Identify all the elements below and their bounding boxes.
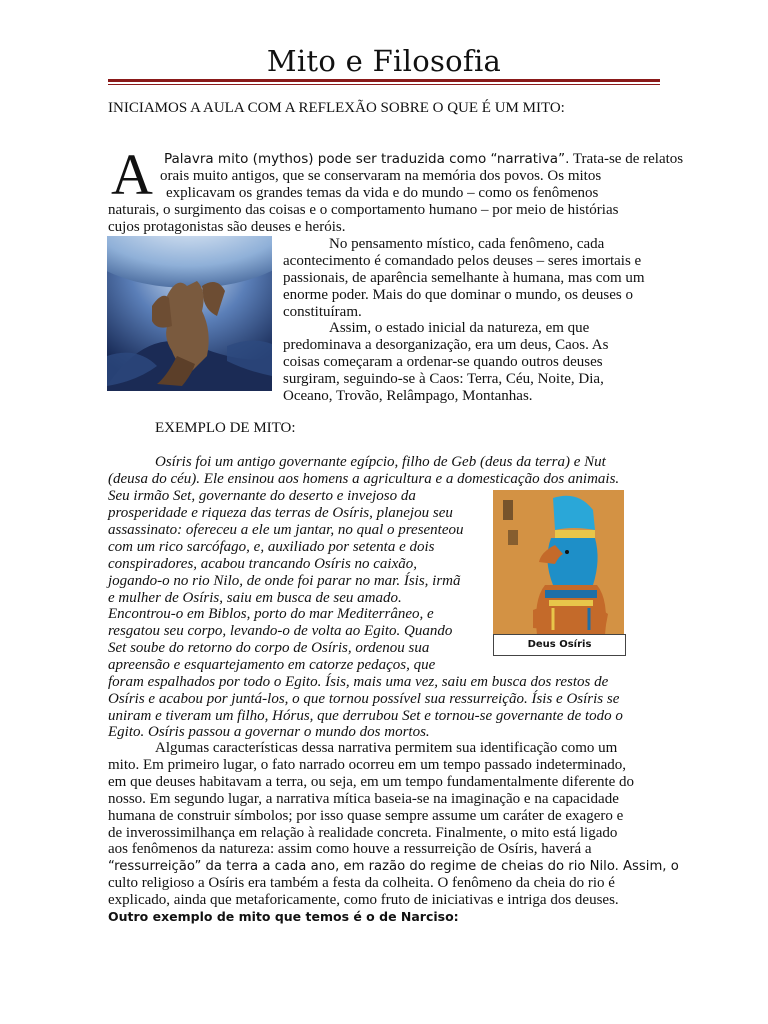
myth-line16: uniram e tiveram um filho, Hórus, que derrubou Set e tornou-se governante de todo o: [108, 708, 623, 724]
myth-line11: resgatou seu corpo, levando-o de volta ao Egito. Quando: [108, 623, 453, 639]
para2-line5: constituíram.: [283, 304, 362, 320]
osiris-illustration: [493, 490, 624, 635]
myth-line12: Set soube do retorno do corpo de Osíris, ordenou sua: [108, 640, 430, 656]
myth-line9: e mulher de Osíris, saiu em busca de seu amado.: [108, 590, 402, 606]
analysis-line4: nosso. Em segundo lugar, a narrativa mítica baseia-se na imaginação e na capacidade: [108, 791, 619, 807]
para2-line2: acontecimento é comandado pelos deuses – seres imortais e: [283, 253, 642, 269]
title-rule-thin: [108, 84, 660, 85]
osiris-caption: Deus Osíris: [493, 634, 626, 656]
analysis-line2: mito. Em primeiro lugar, o fato narrado ocorreu em um tempo passado indeterminado,: [108, 757, 626, 773]
example-heading: EXEMPLO DE MITO:: [155, 420, 296, 436]
para1-line4: naturais, o surgimento das coisas e o comportamento humano – por meio de histórias: [108, 202, 619, 218]
para1-line1-sans: Palavra mito (mythos) pode ser traduzida como “narrativa”.: [164, 151, 570, 167]
para3-line3: coisas começaram a ordenar-se quando outros deuses: [283, 354, 603, 370]
narciso-heading: Outro exemplo de mito que temos é o de Narciso:: [108, 909, 459, 924]
atlas-image: [107, 236, 272, 391]
myth-line4: prosperidade e riqueza das terras de Osíris, planejou seu: [108, 505, 453, 521]
analysis-line8-sans: “ressurreição” da terra a cada ano, em razão do regime de cheias do rio Nilo. Assim, o: [108, 859, 679, 874]
page-title: Mito e Filosofia: [266, 44, 502, 78]
analysis-line1: Algumas características dessa narrativa permitem sua identificação como um: [155, 740, 618, 756]
para3-line5: Oceano, Trovão, Relâmpago, Montanhas.: [283, 388, 533, 404]
intro-heading: INICIAMOS A AULA COM A REFLEXÃO SOBRE O QUE É UM MITO:: [108, 100, 565, 116]
myth-line6: com um rico sarcófago, e, auxiliado por setenta e dois: [108, 539, 435, 555]
analysis-line7: aos fenômenos da natureza: assim como houve a ressurreição de Osíris, haverá a: [108, 841, 592, 857]
title-rule-thick: [108, 79, 660, 82]
para1-line5: cujos protagonistas são deuses e heróis.: [108, 219, 346, 235]
para1-line2: orais muito antigos, que se conservaram na memória dos povos. Os mitos: [160, 168, 602, 184]
myth-line13: apreensão e esquartejamento em catorze pedaços, que: [108, 657, 436, 673]
atlas-illustration: [107, 236, 272, 391]
myth-line8: jogando-o no rio Nilo, de onde foi parar no mar. Ísis, irmã: [108, 573, 461, 589]
analysis-line9: culto religioso a Osíris era também a festa da colheita. O fenômeno da cheia do rio é: [108, 875, 615, 891]
myth-line1: Osíris foi um antigo governante egípcio, filho de Geb (deus da terra) e Nut: [155, 454, 606, 470]
para2-line4: enorme poder. Mais do que dominar o mundo, os deuses o: [283, 287, 633, 303]
myth-line7: conspiradores, acabou trancando Osíris no caixão,: [108, 556, 418, 572]
para1-line1-serif: Trata-se de relatos: [572, 151, 684, 167]
para3-line1: Assim, o estado inicial da natureza, em que: [329, 320, 590, 336]
analysis-line6: de inverossimilhança em relação à realidade concreta. Finalmente, o mito está ligado: [108, 825, 618, 841]
myth-line15: Osíris e acabou por juntá-los, o que tornou possível sua ressurreição. Ísis e Osíris se: [108, 691, 620, 707]
drop-cap: A: [111, 142, 153, 207]
para3-line4: surgiram, seguindo-se à Caos: Terra, Céu, Noite, Dia,: [283, 371, 604, 387]
analysis-line10: explicado, ainda que metaforicamente, como fruto de iniciativas e intriga dos deuses.: [108, 892, 619, 908]
para1-line1: [164, 151, 683, 168]
myth-line2: (deusa do céu). Ele ensinou aos homens a agricultura e a domesticação dos animais.: [108, 471, 620, 487]
myth-line3: Seu irmão Set, governante do deserto e invejoso da: [108, 488, 416, 504]
analysis-line5: humana de construir símbolos; por isso quase sempre assume um caráter de exagero e: [108, 808, 624, 824]
osiris-image: [493, 490, 624, 635]
para2-line1: No pensamento místico, cada fenômeno, cada: [329, 236, 605, 252]
analysis-line3: em que deuses habitavam a terra, ou seja, em um tempo fundamentalmente diferente do: [108, 774, 635, 790]
myth-line17: Egito. Osíris passou a governar o mundo dos mortos.: [108, 724, 430, 740]
myth-line14: foram espalhados por todo o Egito. Ísis, mais uma vez, saiu em busca dos restos de: [108, 674, 609, 690]
para2-line3: passionais, de aparência semelhante à humana, mas com um: [283, 270, 645, 286]
myth-line10: Encontrou-o em Biblos, porto do mar Mediterrâneo, e: [108, 606, 434, 622]
para3-line2: predominava a desorganização, era um deus, Caos. As: [283, 337, 609, 353]
myth-line5: assassinato: ofereceu a ele um jantar, no qual o presenteou: [108, 522, 464, 538]
para1-line3: explicavam os grandes temas da vida e do mundo – como os fenômenos: [166, 185, 599, 201]
